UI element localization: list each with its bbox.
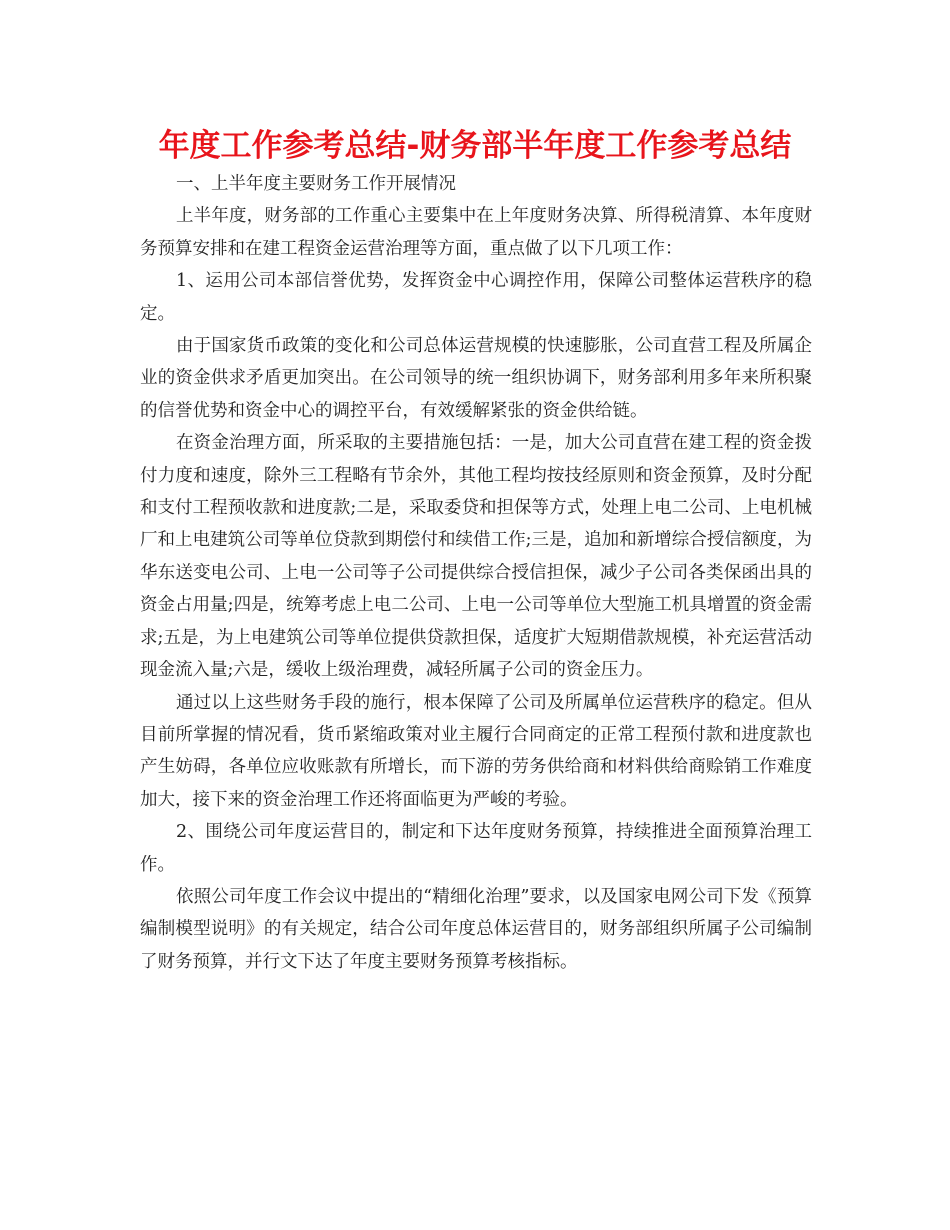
paragraph: 通过以上这些财务手段的施行，根本保障了公司及所属单位运营秩序的稳定。但从目前所掌握的情况看，货币紧缩政策对业主履行合同商定的正常工程预付款和进度款也产生妨碍，各单位应收账款有所增长，而下游的劳务供给商和材料供给商赊销工作难度加大，接下来的资金治理工作还将面临更为严峻的考验。 xyxy=(140,692,812,810)
section-heading: 一、上半年度主要财务工作开展情况 xyxy=(176,174,456,194)
paragraph: 在资金治理方面，所采取的主要措施包括：一是，加大公司直营在建工程的资金拨付力度和速度，除外三工程略有节余外，其他工程均按技经原则和资金预算，及时分配和支付工程预收款和进度款;二是，采取委贷和担保等方式，处理上电二公司、上电机械厂和上电建筑公司等单位贷款到期偿付和续借工作;三是，追加和新增综合授信额度，为华东送变电公司、上电一公司等子公司提供综合授信担保，减少子公司各类保函出具的资金占用量;四是，统筹考虑上电二公司、上电一公司等单位大型施工机具增置的资金需求;五是，为上电建筑公司等单位提供贷款担保，适度扩大短期借款规模，补充运营活动现金流入量;六是，缓收上级治理费，减轻所属子公司的资金压力。 xyxy=(140,433,812,681)
paragraph: 2、围绕公司年度运营目的，制定和下达年度财务预算，持续推进全面预算治理工作。 xyxy=(140,822,812,875)
document-body xyxy=(140,168,812,978)
paragraph: 1、运用公司本部信誉优势，发挥资金中心调控作用，保障公司整体运营秩序的稳定。 xyxy=(140,271,812,324)
paragraph: 上半年度，财务部的工作重心主要集中在上年度财务决算、所得税清算、本年度财务预算安排和在建工程资金运营治理等方面，重点做了以下几项工作： xyxy=(140,206,812,259)
document-title: 年度工作参考总结-财务部半年度工作参考总结 xyxy=(158,128,792,164)
paragraph: 依照公司年度工作会议中提出的“精细化治理”要求，以及国家电网公司下发《预算编制模型说明》的有关规定，结合公司年度总体运营目的，财务部组织所属子公司编制了财务预算，并行文下达了年度主要财务预算考核指标。 xyxy=(140,886,812,972)
paragraph: 由于国家货币政策的变化和公司总体运营规模的快速膨胀，公司直营工程及所属企业的资金供求矛盾更加突出。在公司领导的统一组织协调下，财务部利用多年来所积聚的信誉优势和资金中心的调控平台，有效缓解紧张的资金供给链。 xyxy=(140,336,812,421)
